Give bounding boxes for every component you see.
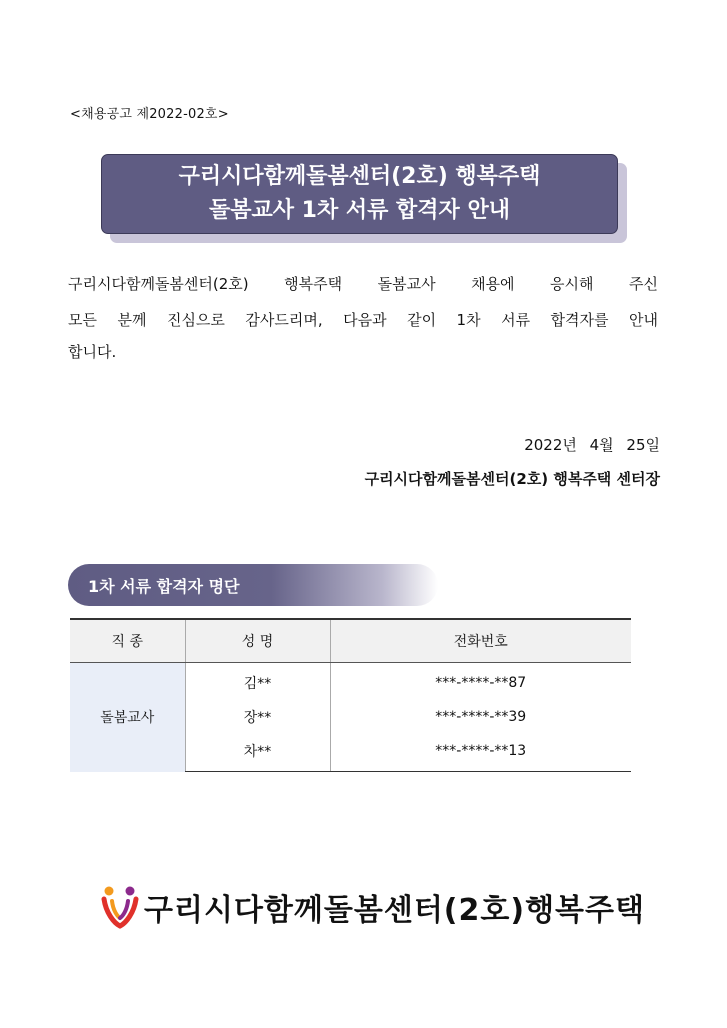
title-line-2: 돌봄교사 1차 서류 합격자 안내	[209, 198, 510, 223]
table-header-row	[70, 619, 631, 663]
header-job: 직 종	[70, 619, 185, 663]
phone-cell: ***-****-**87	[330, 663, 631, 701]
job-cell: 돌봄교사	[70, 663, 185, 772]
body-text-line-2: 모든 분께 진심으로 감사드리며, 다음과 같이 1차 서류 합격자를 안내	[68, 311, 658, 329]
title-box	[101, 154, 618, 234]
body-text-line-1: 구리시다함께돌봄센터(2호) 행복주택 돌봄교사 채용에 응시해 주신	[68, 275, 658, 293]
phone-cell: ***-****-**13	[330, 734, 631, 772]
header-phone: 전화번호	[330, 619, 631, 663]
notice-issuer: 구리시다함께돌봄센터(2호) 행복주택 센터장	[364, 470, 660, 488]
body-text-line-3: 합니다.	[68, 343, 117, 361]
header-name: 성 명	[185, 619, 330, 663]
name-cell: 장**	[185, 700, 330, 734]
title-line-1: 구리시다함께돌봄센터(2호) 행복주택	[178, 164, 541, 189]
applicant-table	[70, 618, 631, 772]
notice-number: <채용공고 제2022-02호>	[70, 107, 229, 122]
section-title: 1차 서류 합격자 명단	[88, 576, 240, 596]
name-cell: 김**	[185, 663, 330, 701]
section-header	[68, 564, 438, 606]
phone-cell: ***-****-**39	[330, 700, 631, 734]
notice-date: 2022년 4월 25일	[524, 436, 660, 454]
table-row	[70, 663, 631, 701]
name-cell: 차**	[185, 734, 330, 772]
footer-logo	[100, 885, 645, 929]
footer-logo-text: 구리시다함께돌봄센터(2호)행복주택	[144, 893, 645, 928]
heart-people-icon	[100, 885, 140, 929]
